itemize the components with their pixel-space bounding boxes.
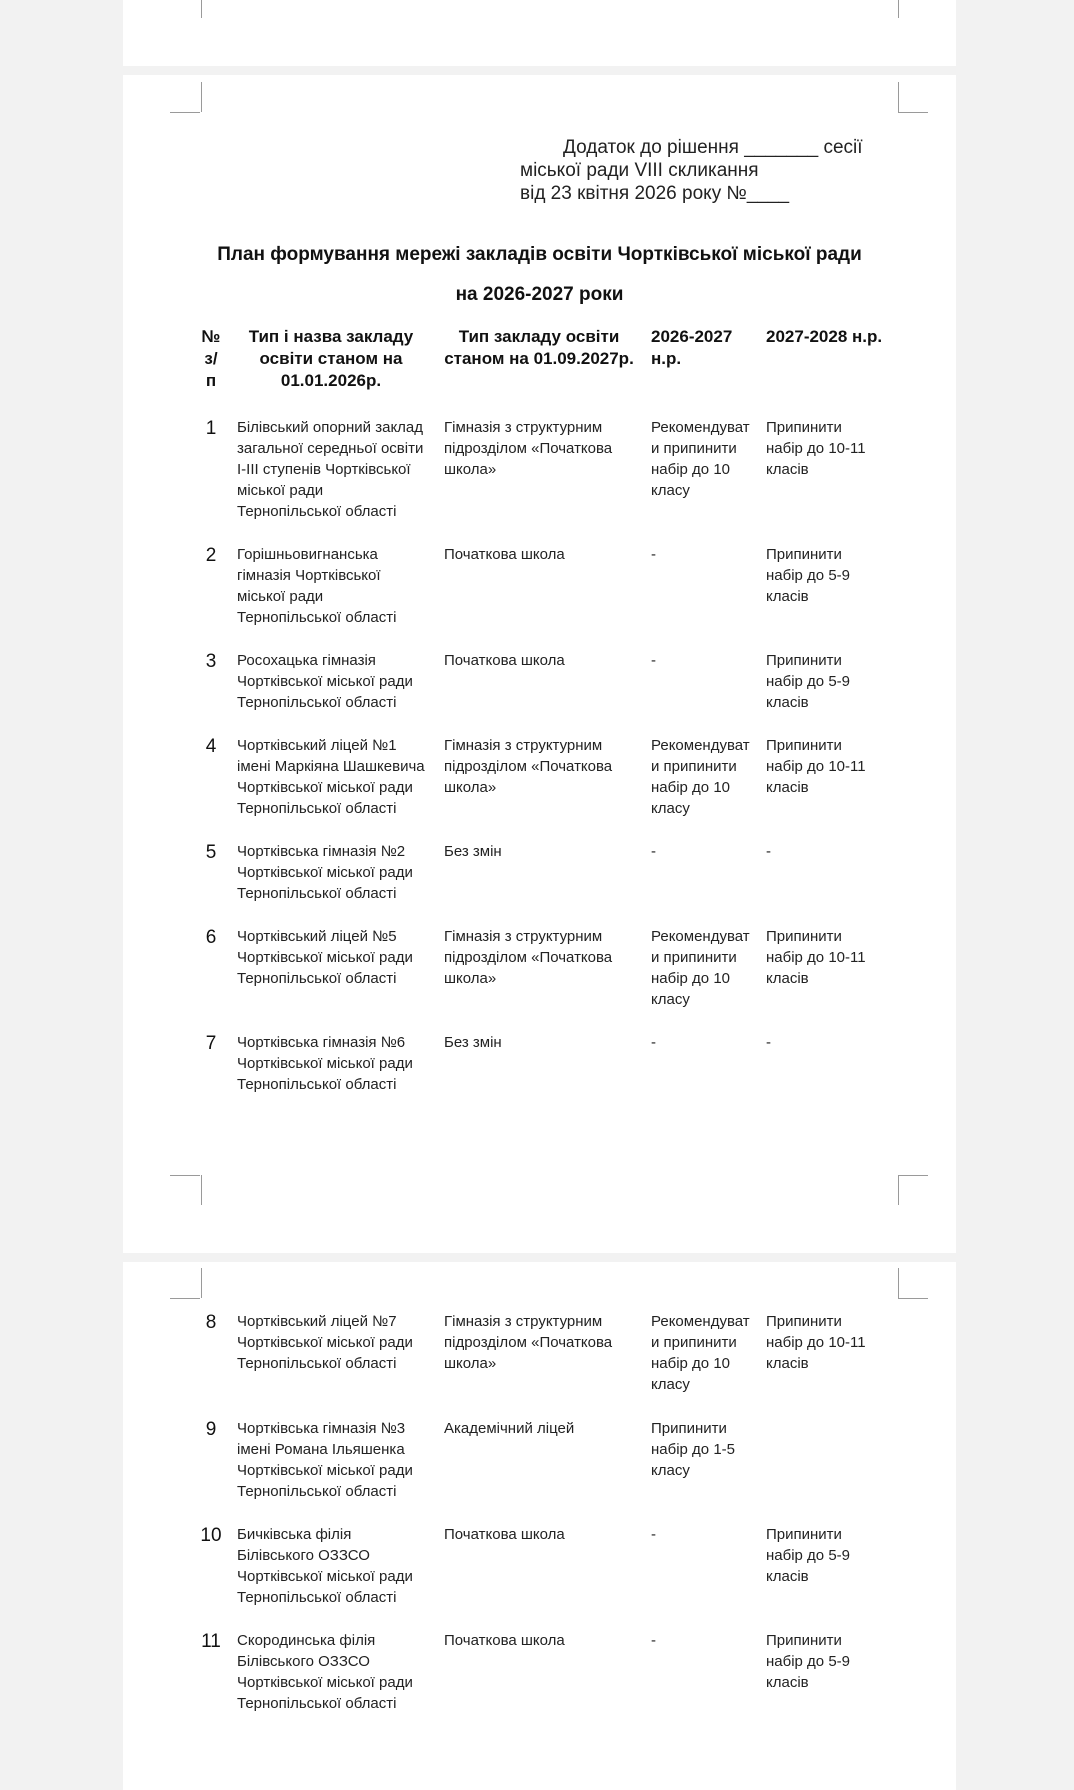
plan-2027-2028: Припинити набір до 10-11 класів bbox=[766, 928, 866, 987]
plan-2027-2028: Припинити набір до 5-9 класів bbox=[766, 1526, 851, 1585]
institution-type: Без змін bbox=[444, 1034, 502, 1051]
plan-2027-2028: Припинити набір до 5-9 класів bbox=[766, 652, 851, 711]
row-number: 1 bbox=[205, 418, 217, 439]
plan-2026-2027: - bbox=[651, 1632, 656, 1649]
institution-type: Початкова школа bbox=[444, 1526, 565, 1543]
plan-2027-2028: Припинити набір до 5-9 класів bbox=[766, 1632, 851, 1691]
plan-2026-2027: Рекомендуват и припинити набір до 10 класу bbox=[651, 928, 750, 1008]
institution-type: Початкова школа bbox=[444, 546, 565, 563]
institution-type: Гімназія з структурним підрозділом «Початкова школа» bbox=[444, 928, 613, 987]
document-title: План формування мережі закладів освіти Чортківської міської ради bbox=[217, 244, 862, 265]
plan-2026-2027: Рекомендуват и припинити набір до 10 класу bbox=[651, 1313, 750, 1393]
document-page-previous bbox=[123, 0, 956, 66]
institution-type: Гімназія з структурним підрозділом «Початкова школа» bbox=[444, 419, 613, 478]
institution-name: Скородинська філія Білівського ОЗЗСО Чортківської міської ради Тернопільської області bbox=[237, 1632, 413, 1712]
addendum-line-2: міської ради VIII скликання bbox=[520, 160, 759, 181]
plan-2026-2027: - bbox=[651, 652, 656, 669]
institution-name: Чортківський ліцей №1 імені Маркіяна Шашкевича Чортківської міської ради Тернопільської області bbox=[237, 737, 425, 817]
plan-2026-2027: - bbox=[651, 1034, 656, 1051]
plan-2027-2028: Припинити набір до 10-11 класів bbox=[766, 737, 866, 796]
row-number: 6 bbox=[205, 927, 217, 948]
row-number: 2 bbox=[205, 545, 217, 566]
institution-name: Горішньовигнанська гімназія Чортківської міської ради Тернопільської області bbox=[237, 546, 397, 626]
plan-2026-2027: Рекомендуват и припинити набір до 10 класу bbox=[651, 419, 750, 499]
institution-name: Білівський опорний заклад загальної середньої освіти I-III ступенів Чортківської міської ради Тернопільської області bbox=[237, 419, 424, 520]
row-number: 10 bbox=[200, 1525, 222, 1546]
institution-name: Чортківська гімназія №6 Чортківської міської ради Тернопільської області bbox=[237, 1034, 413, 1093]
plan-2026-2027: Рекомендуват и припинити набір до 10 класу bbox=[651, 737, 750, 817]
institution-type: Академічний ліцей bbox=[444, 1420, 575, 1437]
column-header-number: № з/ п bbox=[201, 327, 221, 390]
plan-2027-2028: - bbox=[766, 1034, 771, 1051]
institution-name: Чортківський ліцей №5 Чортківської міської ради Тернопільської області bbox=[237, 928, 413, 987]
row-number: 5 bbox=[205, 842, 217, 863]
plan-2026-2027: - bbox=[651, 546, 656, 563]
plan-2026-2027: - bbox=[651, 843, 656, 860]
column-header-type: Тип закладу освіти станом на 01.09.2027р. bbox=[444, 327, 634, 368]
institution-type: Початкова школа bbox=[444, 652, 565, 669]
institution-name: Чортківська гімназія №3 імені Романа Ільяшенка Чортківської міської ради Тернопільської області bbox=[237, 1420, 413, 1500]
plan-2026-2027: Припинити набір до 1-5 класу bbox=[651, 1420, 736, 1479]
plan-2027-2028: - bbox=[766, 843, 771, 860]
column-header-name: Тип і назва закладу освіти станом на 01.01.2026р. bbox=[248, 327, 414, 390]
institution-name: Бичківська філія Білівського ОЗЗСО Чортківської міської ради Тернопільської області bbox=[237, 1526, 413, 1606]
row-number: 9 bbox=[205, 1419, 217, 1440]
addendum-line-3: від 23 квітня 2026 року №____ bbox=[520, 183, 790, 204]
column-header-2027: 2027-2028 н.р. bbox=[766, 327, 883, 346]
row-number: 7 bbox=[205, 1033, 217, 1054]
row-number: 8 bbox=[205, 1312, 217, 1333]
institution-type: Початкова школа bbox=[444, 1632, 565, 1649]
institution-name: Чортківська гімназія №2 Чортківської міської ради Тернопільської області bbox=[237, 843, 413, 902]
institution-type: Гімназія з структурним підрозділом «Початкова школа» bbox=[444, 737, 613, 796]
addendum-header bbox=[520, 136, 863, 205]
row-number: 3 bbox=[205, 651, 217, 672]
addendum-line-1: Додаток до рішення _______ сесії bbox=[563, 137, 863, 158]
institution-name: Чортківський ліцей №7 Чортківської міської ради Тернопільської області bbox=[237, 1313, 413, 1372]
plan-2027-2028: Припинити набір до 10-11 класів bbox=[766, 419, 866, 478]
row-number: 11 bbox=[201, 1631, 221, 1652]
document-subtitle: на 2026-2027 роки bbox=[455, 284, 624, 305]
institution-name: Росохацька гімназія Чортківської міської ради Тернопільської області bbox=[237, 652, 413, 711]
institution-type: Без змін bbox=[444, 843, 502, 860]
plan-2027-2028: Припинити набір до 10-11 класів bbox=[766, 1313, 866, 1372]
plan-2027-2028: Припинити набір до 5-9 класів bbox=[766, 546, 851, 605]
plan-2026-2027: - bbox=[651, 1526, 656, 1543]
column-header-2026: 2026-2027 н.р. bbox=[651, 327, 733, 368]
row-number: 4 bbox=[205, 736, 217, 757]
institution-type: Гімназія з структурним підрозділом «Початкова школа» bbox=[444, 1313, 613, 1372]
